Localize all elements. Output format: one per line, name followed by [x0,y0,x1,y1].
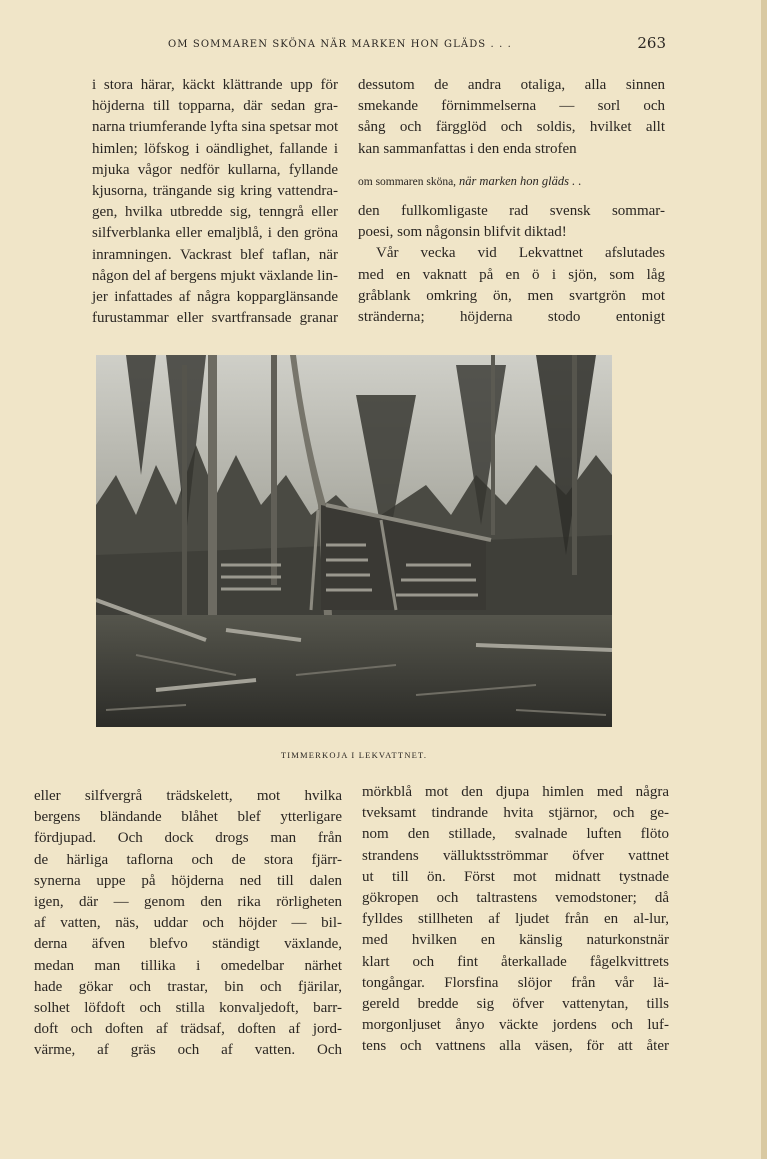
text-line: strandens välluktsströmmar öfver vattnet [362,847,669,864]
text-line: mjuka vågor nedför kullarna, fyllande [92,161,338,178]
text-line: stränderna; höjderna stodo entonigt [358,309,665,326]
column-bottom-left [34,786,342,1062]
text-line: furustammar eller svartfransade granar [92,310,338,327]
text-line: medan man tillika i omedelbar närhet [34,957,342,974]
text-line: tens och vattnens alla väsen, för att åter [362,1038,669,1055]
text-line: sång och färgglöd och soldis, hvilket allt [358,119,665,136]
text-line: smekande förnimmelserna — sorl och [358,98,665,115]
text-line: någon del af bergens mjukt växlande lin- [92,267,338,284]
column-bottom-right [362,782,669,1058]
text-line: ut till ön. Först mot midnatt tystnade [362,868,669,885]
photo-caption: TIMMERKOJA I LEKVATTNET. [280,750,428,760]
page-number: 263 [637,34,666,52]
text-line: värme, af gräs och af vatten. Och [34,1042,342,1059]
text-line: poesi, som någonsin blifvit diktad! [358,224,567,241]
photo-illustration [96,355,612,727]
text-line: klart och fint återkallade fågelkvittrets [362,953,669,970]
text-line: de härliga taflorna och de stora fjärr- [34,851,342,868]
column-top-right [358,75,665,328]
text-line: gereld bredde sig öfver vattenytan, tills [362,996,669,1013]
text-line: af vatten, näs, uddar och höjder — bil- [34,915,342,932]
text-line: morgonljuset ånyo väckte jordens och luf- [362,1017,669,1034]
text-line: dessutom de andra otaliga, alla sinnen [358,77,665,93]
text-line: gråblank omkring ön, men svartgrön mot [358,287,665,304]
text-line: derna äfven blefvo ständigt växlande, [34,936,342,953]
forest-cabin-photo [96,355,612,727]
text-line: i stora härar, käckt klättrande upp för [92,77,338,93]
text-line: narna triumferande lyfta sina spetsar mot [92,119,339,136]
text-line: solhet löfdoft och stilla konvaljedoft, barr- [34,1000,342,1017]
text-line: gökropen och taltrastens vemodstoner; då [362,890,669,907]
text-line: med en vaknatt på en ö i sjön, som låg [358,266,665,283]
text-line: fördjupad. Och dock drogs man från [34,830,342,847]
text-line: jer infattades af några kopparglänsande [92,289,338,306]
text-line: Vår vecka vid Lekvattnet afslutades [376,245,665,262]
text-line: silfverblanka eller emaljblå, i den gröna [92,225,338,242]
running-title: OM SOMMAREN SKÖNA NÄR MARKEN HON GLÄDS . . . [168,39,512,50]
text-line: kan sammanfattas i den enda strofen [358,140,577,157]
text-line: mörkblå mot den djupa himlen med några [362,784,669,800]
text-line: tongångar. Florsfina slöjor från vår lä- [362,974,669,991]
verse-roman: om sommaren sköna, [358,175,457,188]
text-line: nom den stillade, svalnade luften flöto [362,826,669,843]
text-line: bergens bländande blåhet blef ytterligare [34,809,342,826]
text-line: kjusorna, trängande sig kring vattendra- [92,183,338,200]
text-line: den fullkomligaste rad svensk sommar- [358,203,665,220]
text-line: igen, där — genom den rika rörligheten [34,894,342,911]
text-line: inramningen. Vackrast blef taflan, när [92,246,338,263]
column-top-left [92,75,338,329]
page-edge-shadow [761,0,767,1159]
page-header [92,34,668,58]
text-line: eller silfvergrå trädskelett, mot hvilka [34,788,342,804]
text-line: gen, hvilka utbredde sig, tenngrå eller [92,204,338,221]
text-line: doft och doften af trädsaf, doften af jord- [34,1021,342,1038]
verse-italic: när marken hon gläds . . [458,173,582,188]
text-line: med hvilken en känslig naturkonstnär [362,932,669,949]
verse-quote [358,160,665,201]
text-line: himlen; löfskog i oändlighet, fallande i [92,140,338,157]
text-line: höjderna till topparna, där sedan gra- [92,98,338,115]
text-line: tveksamt tindrande hvita stjärnor, och ge- [362,805,669,822]
text-line: hade gökar och trastar, bin och fjärilar, [34,978,342,995]
text-line: fylldes stillheten af ljudet från en al-lur, [362,911,669,928]
text-line: synerna uppe på höjderna ned till dalen [34,872,342,889]
